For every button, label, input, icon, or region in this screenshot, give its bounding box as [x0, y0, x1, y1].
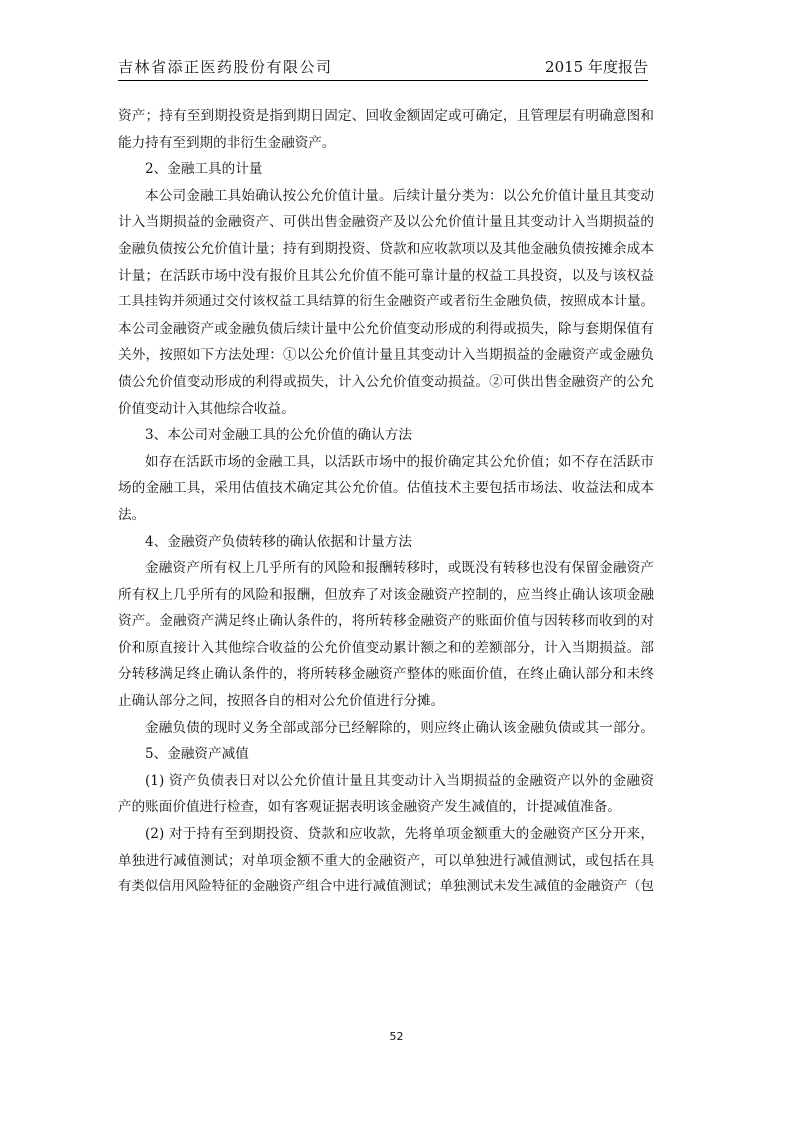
page-number: 52 — [389, 1030, 404, 1043]
report-title: 2015 年度报告 — [545, 58, 648, 76]
paragraph-line: 债公允价值变动形成的利得或损失，计入公允价值变动损益。②可供出售金融资产的公允 — [118, 373, 654, 390]
section-heading: 2、金融工具的计量 — [145, 161, 263, 178]
paragraph-line: 金融负债的现时义务全部或部分已经解除的，则应终止确认该金融负债或其一部分。 — [145, 719, 654, 736]
paragraph-line: 关外，按照如下方法处理：①以公允价值计量且其变动计入当期损益的金融资产或金融负 — [118, 347, 654, 364]
paragraph-line: (1) 资产负债表日对以公允价值计量且其变动计入当期损益的金融资产以外的金融资 — [145, 772, 654, 789]
paragraph-line: 金融负债按公允价值计量；持有到期投资、贷款和应收款项以及其他金融负债按摊余成本 — [118, 240, 654, 257]
paragraph-line: 计量；在活跃市场中没有报价且其公允价值不能可靠计量的权益工具投资，以及与该权益 — [118, 267, 654, 284]
document-body — [118, 103, 654, 901]
paragraph-line: 金融资产所有权上几乎所有的风险和报酬转移时，或既没有转移也没有保留金融资产 — [145, 560, 654, 577]
paragraph-line: 有类似信用风险特征的金融资产组合中进行减值测试；单独测试未发生减值的金融资产（包 — [118, 879, 654, 895]
paragraph-line: 单独进行减值测试；对单项金额不重大的金融资产，可以单独进行减值测试，或包括在具 — [118, 852, 654, 869]
paragraph-line: 资产。金融资产满足终止确认条件的，将所转移金融资产的账面价值与因转移而收到的对 — [118, 613, 654, 630]
section-heading: 4、金融资产负债转移的确认依据和计量方法 — [145, 533, 412, 550]
paragraph-line: 本公司金融工具始确认按公允价值计量。后续计量分类为：以公允价值计量且其变动 — [145, 187, 654, 204]
header-divider — [118, 80, 648, 81]
paragraph-line: 产的账面价值进行检查，如有客观证据表明该金融资产发生减值的，计提减值准备。 — [118, 799, 621, 816]
paragraph-line: 价值变动计入其他综合收益。 — [118, 400, 295, 417]
paragraph-line: 本公司金融资产或金融负债后续计量中公允价值变动形成的利得或损失，除与套期保值有 — [118, 320, 654, 337]
section-heading: 5、金融资产减值 — [145, 746, 249, 763]
paragraph-line: 如存在活跃市场的金融工具，以活跃市场中的报价确定其公允价值；如不存在活跃市 — [145, 453, 654, 470]
paragraph-line: 场的金融工具，采用估值技术确定其公允价值。估值技术主要包括市场法、收益法和成本 — [118, 480, 654, 497]
paragraph-line: 能力持有至到期的非衍生金融资产。 — [118, 134, 336, 151]
paragraph-line: 工具挂钩并须通过交付该权益工具结算的衍生金融资产或者衍生金融负债，按照成本计量。 — [118, 294, 654, 310]
paragraph-line: 分转移满足终止确认条件的，将所转移金融资产整体的账面价值，在终止确认部分和未终 — [118, 666, 654, 683]
paragraph-line: 价和原直接计入其他综合收益的公允价值变动累计额之和的差额部分，计入当期损益。部 — [118, 639, 654, 656]
paragraph-line: 资产；持有至到期投资是指到期日固定、回收金额固定或可确定，且管理层有明确意图和 — [118, 108, 654, 124]
paragraph-line: 止确认部分之间，按照各自的相对公允价值进行分摊。 — [118, 693, 445, 710]
paragraph-line: (2) 对于持有至到期投资、贷款和应收款，先将单项金额重大的金融资产区分开来， — [145, 826, 654, 843]
paragraph-line: 计入当期损益的金融资产、可供出售金融资产及以公允价值计量且其变动计入当期损益的 — [118, 214, 654, 231]
section-heading: 3、本公司对金融工具的公允价值的确认方法 — [145, 427, 412, 444]
company-name: 吉林省添正医药股份有限公司 — [118, 58, 333, 76]
paragraph-line: 法。 — [118, 506, 146, 523]
page-header — [118, 56, 648, 80]
paragraph-line: 所有权上几乎所有的风险和报酬，但放弃了对该金融资产控制的，应当终止确认该项金融 — [118, 586, 654, 603]
